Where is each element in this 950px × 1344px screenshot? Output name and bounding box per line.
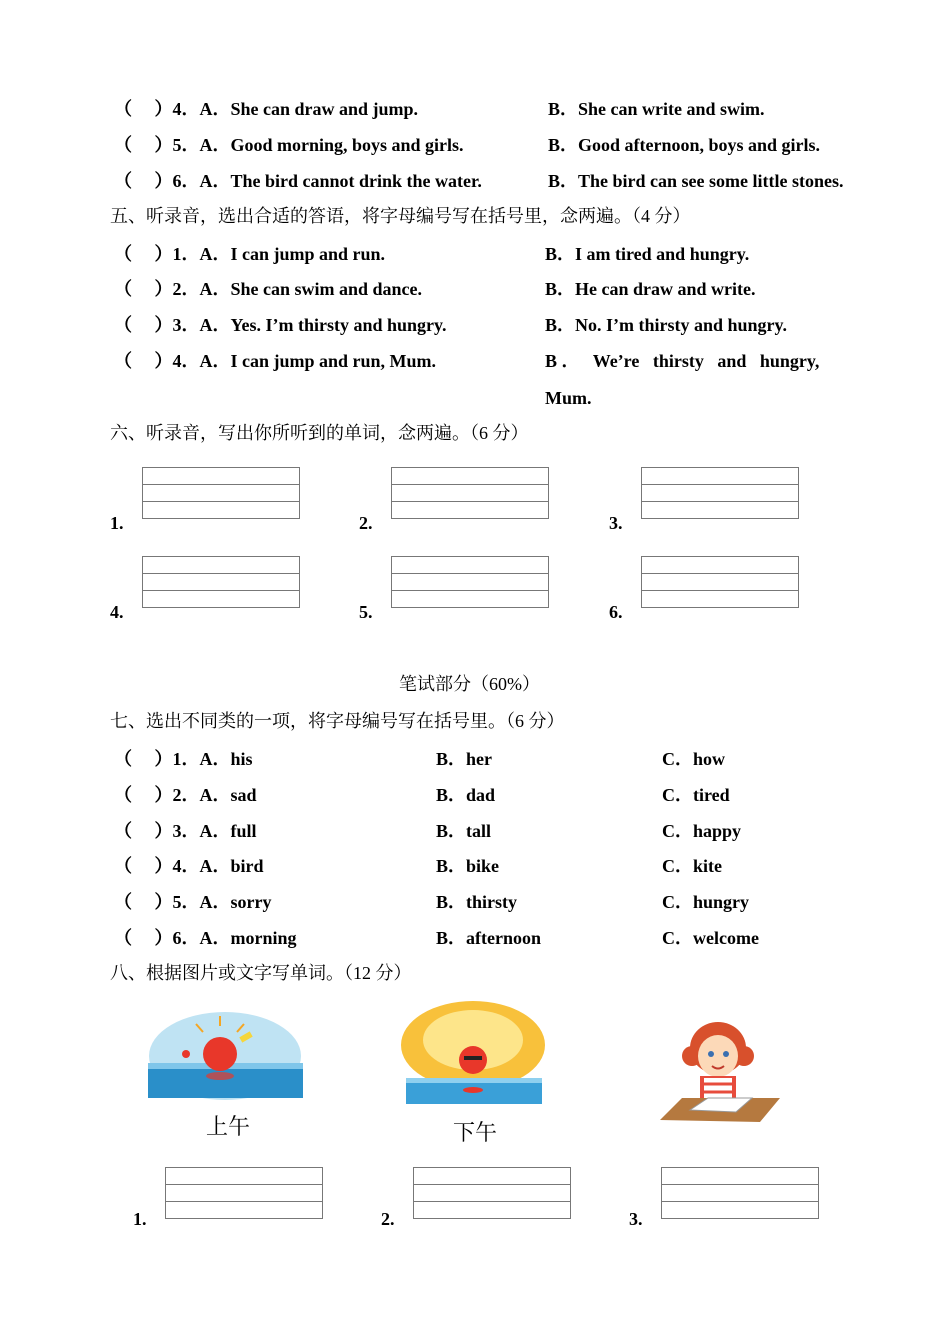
writing-lines[interactable] (142, 467, 300, 519)
list-item: （ ）5．A．sorry (114, 892, 272, 912)
list-item: （ ）3．A．full (114, 821, 257, 841)
section5-title: 五、听录音，选出合适的答语，将字母编号写在括号里，念两遍。（4 分） (110, 206, 691, 226)
writing-lines[interactable] (641, 556, 799, 608)
girl-writing-picture (656, 1012, 784, 1130)
writing-lines[interactable] (391, 556, 549, 608)
writing-lines[interactable] (413, 1167, 571, 1219)
afternoon-sun-picture (398, 1000, 548, 1115)
list-item: （ ）5．A．Good morning, boys and girls. (114, 135, 464, 155)
list-item: （ ）4．A．She can draw and jump. (114, 99, 419, 119)
writing-lines[interactable] (142, 556, 300, 608)
section-heading: 笔试部分（60%） (399, 674, 540, 694)
writing-lines[interactable] (391, 467, 549, 519)
list-item: （ ）1．A．his (114, 749, 253, 769)
section7-title: 七、选出不同类的一项，将字母编号写在括号里。（6 分） (110, 711, 565, 731)
list-item: （ ）6．A．morning (114, 928, 297, 948)
writing-lines[interactable] (661, 1167, 819, 1219)
writing-lines[interactable] (165, 1167, 323, 1219)
section6-title: 六、听录音，写出你所听到的单词，念两遍。（6 分） (110, 423, 529, 443)
section8-title: 八、根据图片或文字写单词。（12 分） (110, 963, 412, 983)
list-item: （ ）2．A．sad (114, 785, 257, 805)
list-item: （ ）3．A．Yes. I’m thirsty and hungry. (114, 315, 447, 335)
list-item: （ ）4．A．bird (114, 856, 264, 876)
list-item: （ ）4．A．I can jump and run, Mum. (114, 351, 437, 371)
writing-lines[interactable] (641, 467, 799, 519)
list-item: （ ）2．A．She can swim and dance. (114, 279, 423, 299)
list-item: （ ）6．A．The bird cannot drink the water. (114, 171, 482, 191)
list-item: （ ）1．A．I can jump and run. (114, 244, 386, 264)
